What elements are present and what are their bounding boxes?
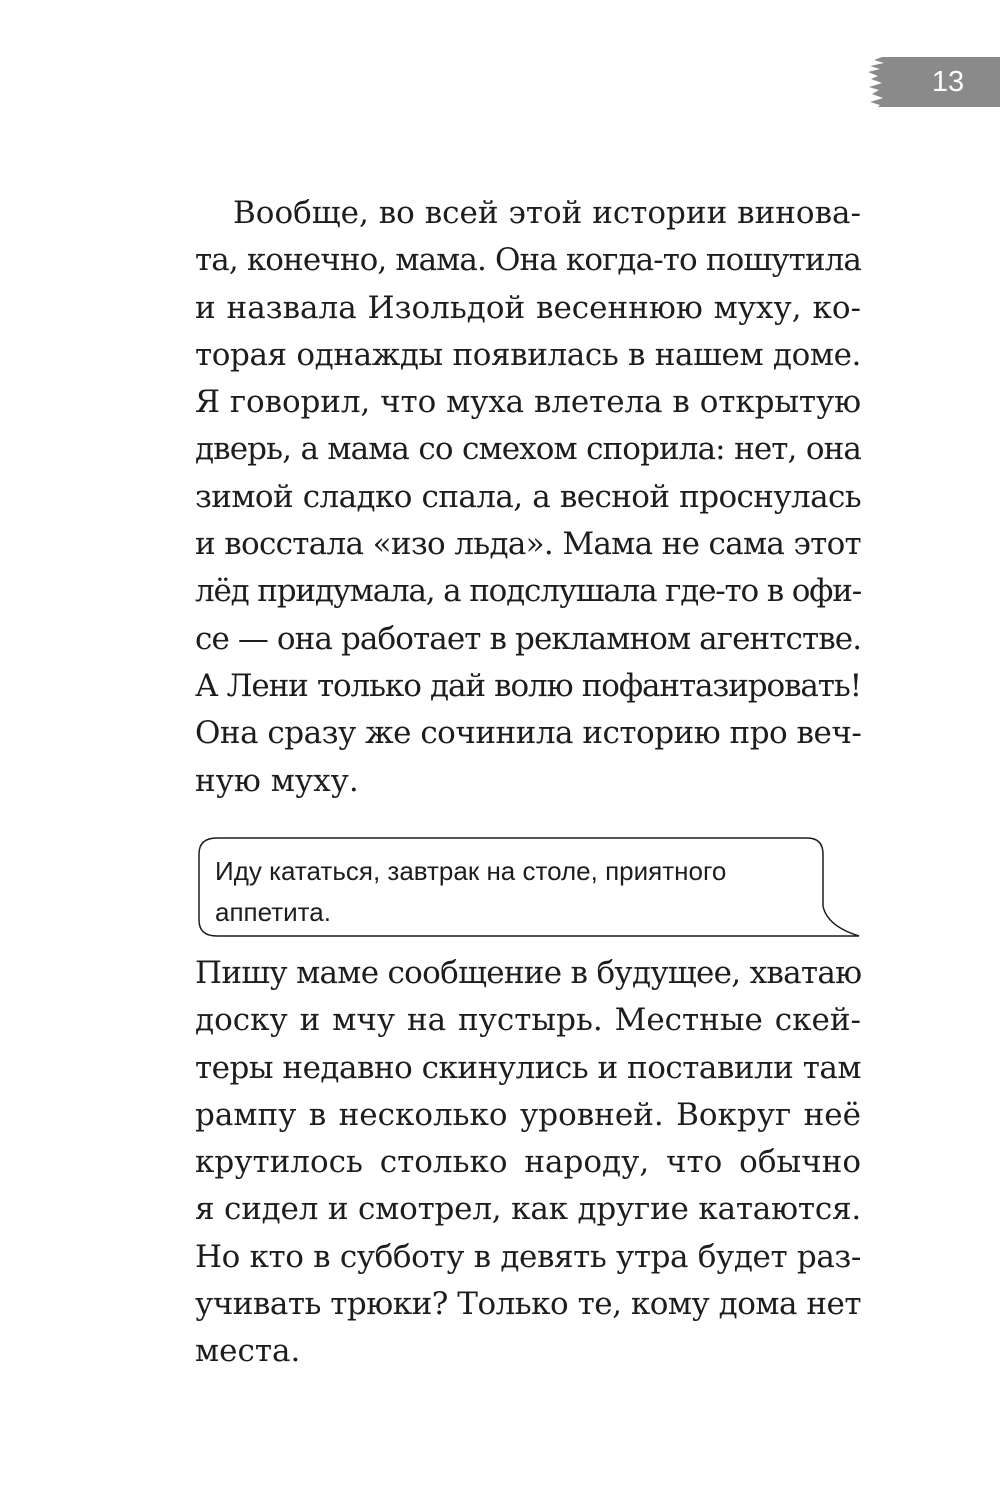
text-line: дверь, а мама со смехом спорила: нет, она: [195, 431, 861, 468]
text-line: та, конечно, мама. Она когда-то пошутила: [195, 242, 861, 279]
text-line: и назвала Изольдой весеннюю муху, ко-: [195, 289, 861, 326]
paragraph-1: [195, 190, 861, 805]
text-line: и восстала «изо льда». Мама не сама этот: [195, 526, 861, 563]
text-line: доску и мчу на пустырь. Местные скей-: [195, 1002, 861, 1039]
text-line: А Лени только дай волю пофантазировать!: [195, 667, 861, 704]
text-line: места.: [195, 1333, 301, 1370]
text-line: лёд придумала, а подслушала где-то в офи-: [195, 573, 861, 610]
text-line: зимой сладко спала, а весной проснулась: [195, 478, 861, 515]
message-text: [215, 851, 815, 933]
text-line: крутилось столько народу, что обычно: [195, 1144, 861, 1181]
text-line: ную муху.: [195, 762, 359, 799]
text-line: я сидел и смотрел, как другие катаются.: [195, 1191, 861, 1228]
page-number-tab: [868, 57, 1000, 107]
message-bubble: [187, 836, 862, 940]
text-line: торая однажды появилась в нашем доме.: [195, 336, 861, 373]
text-line: Я говорил, что муха влетела в открытую: [195, 384, 861, 421]
text-line: учивать трюки? Только те, кому дома нет: [195, 1286, 861, 1323]
message-line: Иду кататься, завтрак на столе, приятного: [215, 856, 727, 886]
text-line: Она сразу же сочинила историю про веч-: [195, 715, 862, 752]
text-line: рампу в несколько уровней. Вокруг неё: [195, 1096, 861, 1133]
text-line: се — она работает в рекламном агентстве.: [195, 620, 862, 657]
message-line: аппетита.: [215, 897, 331, 927]
page-number: 13: [931, 66, 965, 98]
text-line: Пишу маме сообщение в будущее, хватаю: [195, 955, 862, 991]
text-line: Но кто в субботу в девять утра будет раз-: [195, 1238, 861, 1275]
text-line: Вообще, во всей этой истории винова-: [233, 195, 861, 231]
paragraph-2: [195, 950, 861, 1376]
text-line: теры недавно скинулись и поставили там: [195, 1049, 861, 1086]
